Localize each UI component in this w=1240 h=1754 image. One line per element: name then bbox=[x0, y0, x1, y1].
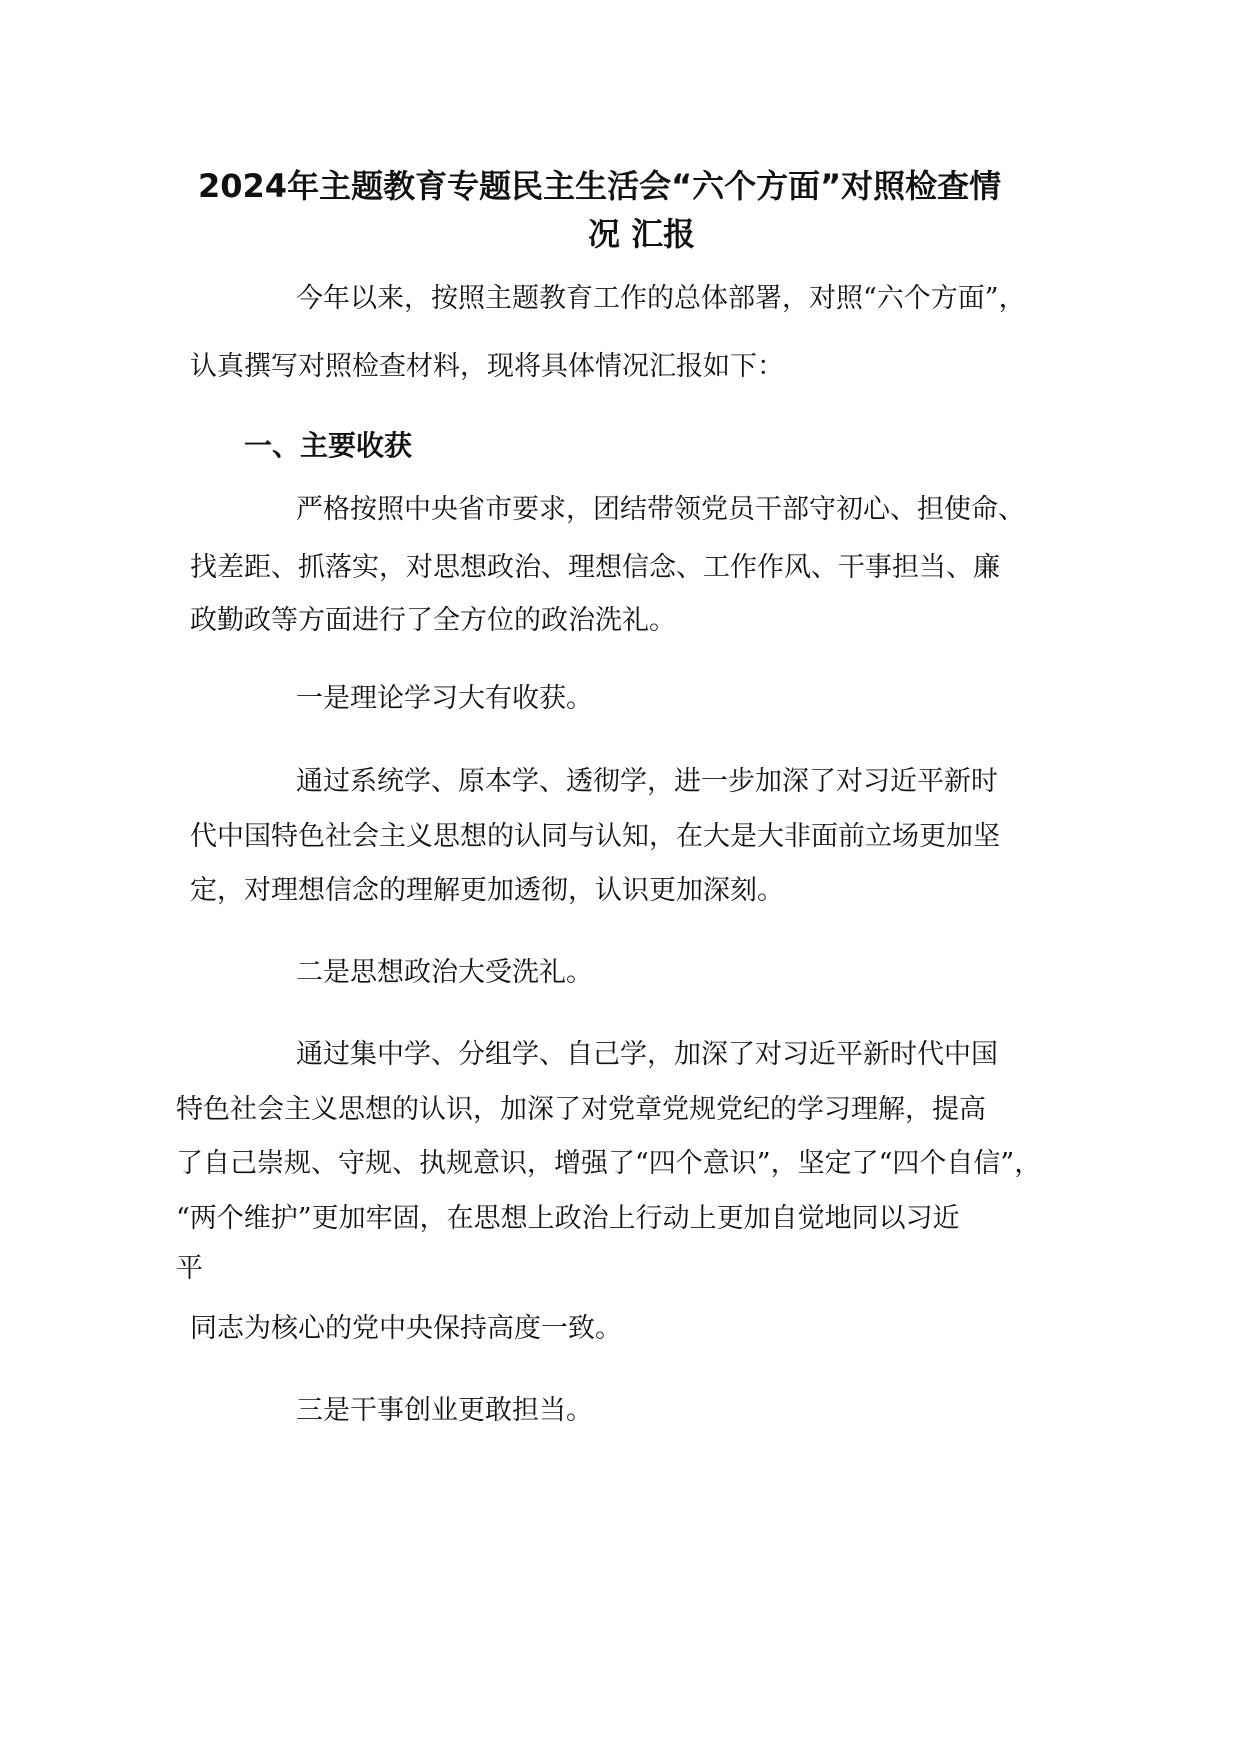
point-2-body-line-3: 了自己崇规、守规、执规意识，增强了“四个意识”，坚定了“四个自信”， bbox=[176, 1148, 1042, 1179]
point-1-body-line-2: 代中国特色社会主义思想的认同与认知，在大是大非面前立场更加坚 bbox=[190, 821, 1000, 852]
intro-paragraph-line-1: 今年以来，按照主题教育工作的总体部署，对照“六个方面”， bbox=[296, 283, 1026, 314]
point-1-body-line-3: 定，对理想信念的理解更加透彻，认识更加深刻。 bbox=[190, 875, 784, 906]
point-2-body-line-2: 特色社会主义思想的认识，加深了对党章党规党纪的学习理解，提高 bbox=[176, 1094, 986, 1125]
point-2-body-line-6: 同志为核心的党中央保持高度一致。 bbox=[190, 1313, 622, 1344]
document-title-line-2: 况 汇报 bbox=[588, 215, 696, 253]
document-title-line-1: 2024年主题教育专题民主生活会“六个方面”对照检查情 bbox=[198, 167, 1002, 205]
intro-paragraph-line-2: 认真撰写对照检查材料，现将具体情况汇报如下： bbox=[190, 351, 784, 382]
point-2-body-line-5: 平 bbox=[176, 1253, 203, 1284]
overview-paragraph-line-2: 找差距、抓落实，对思想政治、理想信念、工作作风、干事担当、廉 bbox=[190, 552, 1000, 583]
overview-paragraph-line-1: 严格按照中央省市要求，团结带领党员干部守初心、担使命、 bbox=[296, 494, 1025, 525]
point-3-title: 三是干事创业更敢担当。 bbox=[296, 1395, 593, 1426]
point-2-body-line-4: “两个维护”更加牢固，在思想上政治上行动上更加自觉地同以习近 bbox=[176, 1203, 960, 1234]
section-heading-main-gains: 一、主要收获 bbox=[244, 429, 413, 462]
point-2-body-line-1: 通过集中学、分组学、自己学，加深了对习近平新时代中国 bbox=[296, 1039, 998, 1070]
point-1-body-line-1: 通过系统学、原本学、透彻学，进一步加深了对习近平新时 bbox=[296, 766, 998, 797]
point-2-title: 二是思想政治大受洗礼。 bbox=[296, 957, 593, 988]
point-1-title: 一是理论学习大有收获。 bbox=[296, 683, 593, 714]
overview-paragraph-line-3: 政勤政等方面进行了全方位的政治洗礼。 bbox=[190, 605, 676, 636]
